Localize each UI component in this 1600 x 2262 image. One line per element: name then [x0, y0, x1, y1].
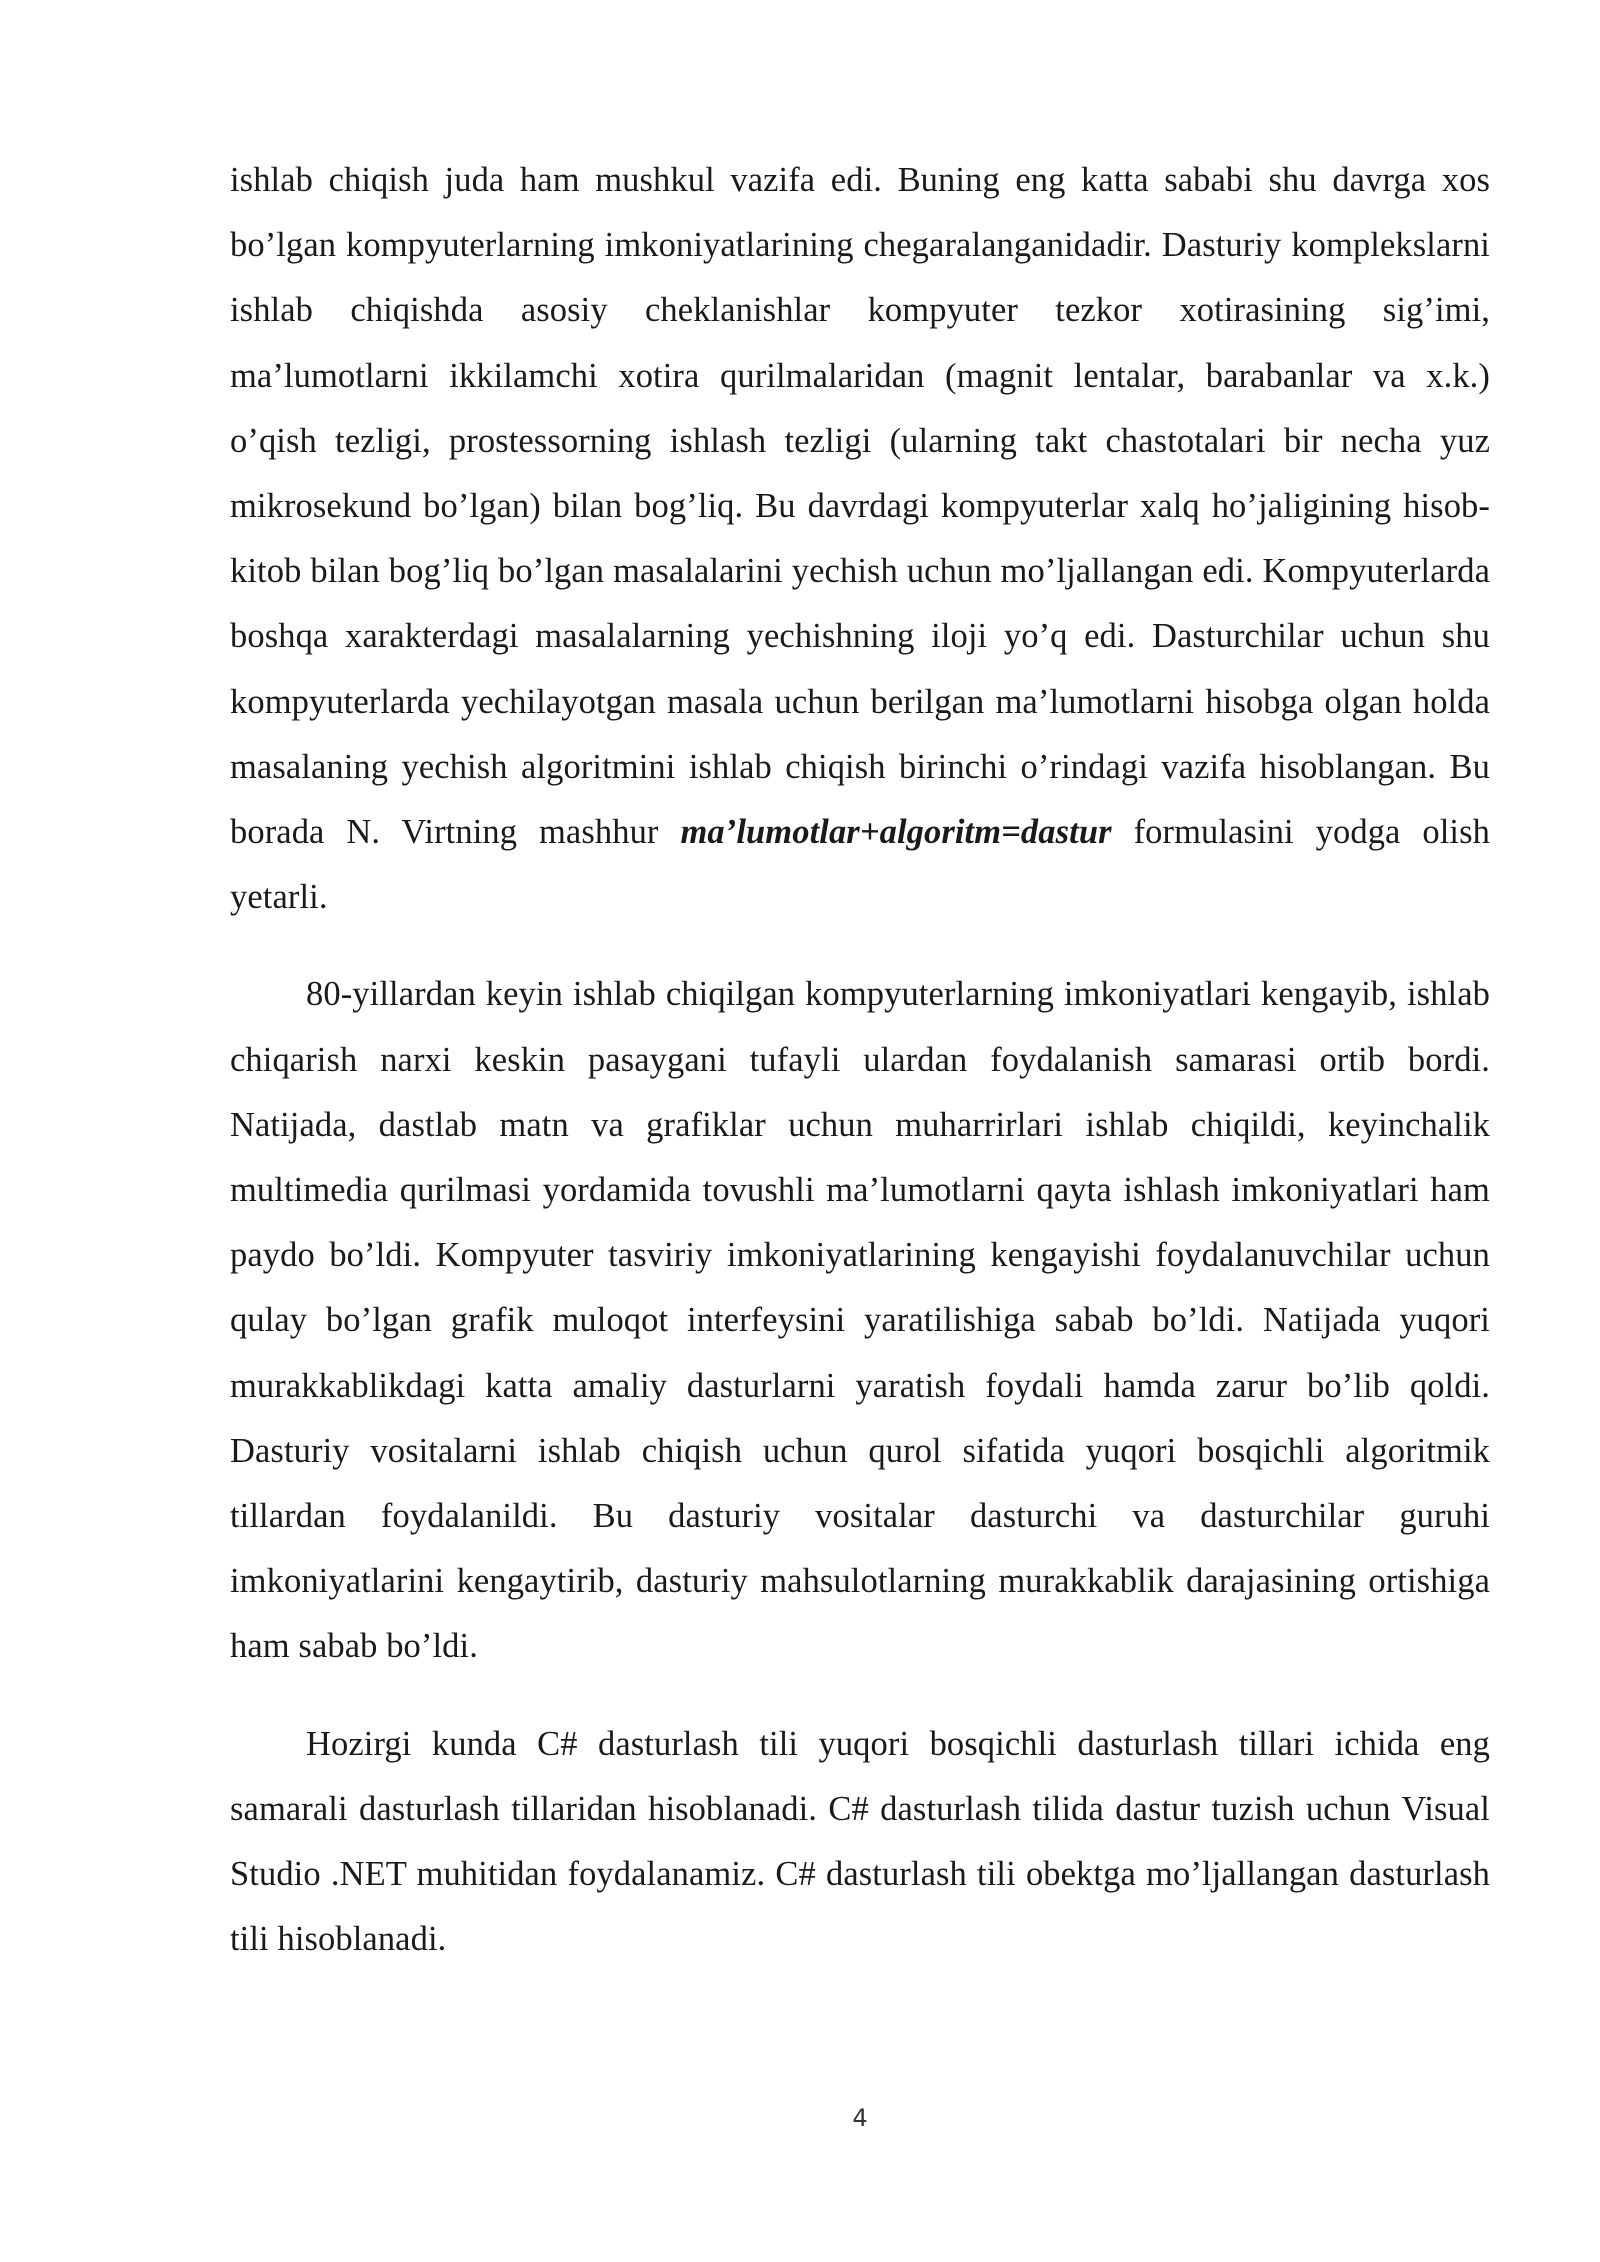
- paragraph-1-ending: formulasini yodga olish yetarli.: [230, 813, 1490, 917]
- page-number: 4: [852, 2104, 868, 2132]
- paragraph-1-text: ishlab chiqish juda ham mushkul vazifa edi. Buning eng katta sababi shu davrga xos bo’lgan kompyuterlarning imkoniyatlarining chegaralanganidadir. Dasturiy komplekslarni ishlab chiqishda asosiy cheklanishlar kompyuter tezkor xotirasining sig’imi, ma’lumotlarni ikkilamchi xotira qurilmalaridan (magnit lentalar, barabanlar va x.k.) o’qish tezligi, prostessorning ishlash tezligi (ularning takt chastotalari bir necha yuz mikrosekund bo’lgan) bilan bog’liq. Bu davrdagi kompyuterlar xalq ho’jaligining hisob-kitob bilan bog’liq bo’lgan masalalarini yechish uchun mo’ljallangan edi. Kompyuterlarda boshqa xarakterdagi masalalarning yechishning iloji yo’q edi. Dasturchilar uchun shu kompyuterlarda yechilayotgan masala uchun berilgan ma’lumotlarni hisobga olgan holda masalaning yechish algoritmini ishlab chiqish birinchi o’rindagi vazifa hisoblangan. Bu borada N. Virtning mashhur: [230, 161, 1490, 852]
- paragraph-csharp: Hozirgi kunda C# dasturlash tili yuqori bosqichli dasturlash tillari ichida eng samarali dasturlash tillaridan hisoblanadi. C# dasturlash tilida dastur tuzish uchun Visual Studio .NET muhitidan foydalanamiz. C# dasturlash tili obektga mo’ljallangan dasturlash tili hisoblanadi.: [230, 1724, 1490, 1959]
- page-body: [230, 148, 1490, 1972]
- paragraph-continuation: [230, 148, 1490, 930]
- formula-text: ma’lumotlar+algoritm=dastur: [680, 813, 1112, 852]
- paragraph-80s-computers: 80-yillardan keyin ishlab chiqilgan kompyuterlarning imkoniyatlari kengayib, ishlab chiqarish narxi keskin pasaygani tufayli ulardan foydalanish samarasi ortib bordi. Natijada, dastlab matn va grafiklar uchun muharrirlari ishlab chiqildi, keyinchalik multimedia qurilmasi yordamida tovushli ma’lumotlarni qayta ishlash imkoniyatlari ham paydo bo’ldi. Kompyuter tasviriy imkoniyatlarining kengayishi foydalanuvchilar uchun qulay bo’lgan grafik muloqot interfeysini yaratilishiga sabab bo’ldi. Natijada yuqori murakkablikdagi katta amaliy dasturlarni yaratish foydali hamda zarur bo’lib qoldi. Dasturiy vositalarni ishlab chiqish uchun qurol sifatida yuqori bosqichli algoritmik tillardan foydalanildi. Bu dasturiy vositalar dasturchi va dasturchilar guruhi imkoniyatlarini kengaytirib, dasturiy mahsulotlarning murakkablik darajasining ortishiga ham sabab bo’ldi.: [230, 975, 1490, 1666]
